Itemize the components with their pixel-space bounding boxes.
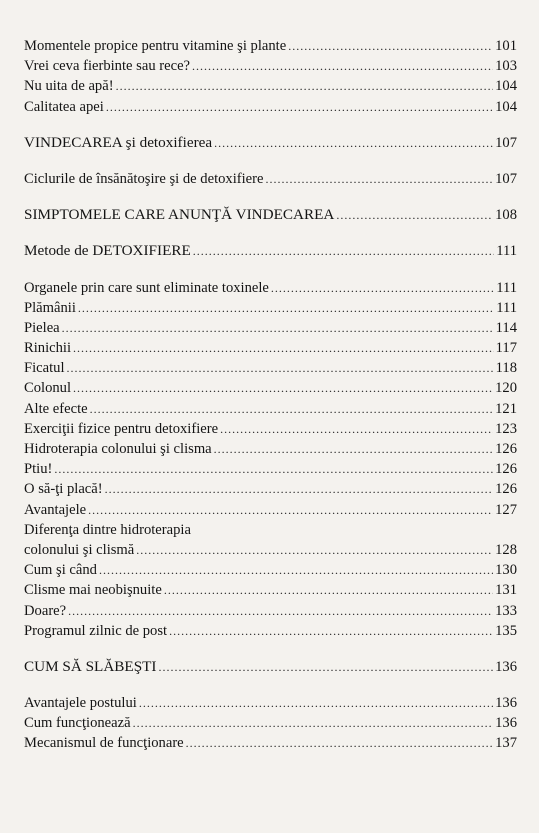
toc-entry: [24, 169, 517, 189]
toc-entry-title: Exerciţii fizice pentru detoxifiere: [24, 420, 219, 437]
toc-leader-dots: [106, 97, 493, 117]
toc-entry: [24, 399, 517, 419]
section-spacer: [24, 189, 517, 205]
toc-entry-title: Ciclurile de însănătoşire şi de detoxifiere: [24, 170, 264, 187]
toc-entry: [24, 338, 517, 358]
toc-entry-page: 111: [496, 299, 517, 316]
toc-entry-title: Momentele propice pentru vitamine şi plante: [24, 38, 287, 54]
toc-entry-page: 108: [495, 207, 517, 224]
toc-entry: [24, 318, 517, 338]
toc-entry-title: Avantajele: [24, 501, 87, 518]
toc-entry: [24, 459, 517, 479]
toc-leader-dots: [288, 36, 493, 56]
toc-entry-title: Pielea: [24, 319, 60, 336]
toc-entry: [24, 419, 517, 439]
toc-entry: [24, 621, 517, 641]
toc-entry-title: Plămânii: [24, 299, 76, 316]
toc-entry-page: 123: [495, 420, 517, 437]
toc-entry-page: 126: [495, 441, 517, 457]
toc-entry: [24, 540, 517, 560]
toc-entry: [24, 56, 517, 76]
toc-entry-page: 137: [495, 735, 517, 752]
toc-entry-page: 130: [495, 562, 517, 579]
toc-entry: [24, 693, 517, 713]
toc-entry-page: 114: [495, 319, 517, 336]
toc-leader-dots: [99, 560, 493, 580]
toc-leader-dots: [336, 205, 493, 225]
table-of-contents: [24, 36, 517, 754]
toc-entry-title: Avantajele postului: [24, 695, 137, 712]
toc-entry-title-line1: Diferenţa dintre hidroterapia: [24, 521, 191, 538]
toc-entry-page: 118: [495, 360, 517, 377]
toc-leader-dots: [169, 621, 493, 641]
toc-section-title: SIMPTOMELE CARE ANUNŢĂ VINDECAREA: [24, 206, 335, 224]
toc-entry-title: Cum funcţionează: [24, 715, 131, 732]
toc-entry-page: 121: [495, 400, 517, 417]
toc-entry-title: Colonul: [24, 380, 72, 397]
section-spacer: [24, 677, 517, 693]
section-spacer: [24, 262, 517, 278]
toc-leader-dots: [164, 580, 493, 600]
toc-entry-page: 127: [495, 501, 517, 518]
toc-leader-dots: [88, 500, 493, 520]
toc-entry: [24, 378, 517, 398]
toc-entry-title: Doare?: [24, 602, 67, 619]
toc-leader-dots: [193, 241, 494, 261]
toc-entry: [24, 713, 517, 733]
toc-entry-title: Clisme mai neobişnuite: [24, 582, 162, 599]
toc-leader-dots: [62, 318, 494, 338]
toc-section: [24, 657, 517, 677]
toc-leader-dots: [266, 169, 494, 189]
toc-entry-page: 107: [495, 170, 517, 187]
toc-entry-title: Vrei ceva fierbinte sau rece?: [24, 58, 191, 75]
toc-entry-page: 135: [495, 622, 517, 639]
toc-leader-dots: [192, 56, 493, 76]
toc-entry-page: 133: [495, 602, 517, 619]
toc-entry-page: 104: [495, 98, 517, 115]
toc-entry-page: 117: [495, 340, 517, 357]
toc-section: [24, 133, 517, 153]
toc-leader-dots: [67, 358, 494, 378]
toc-entry-page: 136: [495, 695, 517, 712]
toc-entry-page: 126: [495, 461, 517, 478]
toc-leader-dots: [116, 76, 494, 96]
toc-entry-page: 101: [495, 38, 517, 54]
toc-entry-page: 126: [495, 481, 517, 498]
toc-entry: [24, 358, 517, 378]
toc-leader-dots: [68, 601, 493, 621]
section-spacer: [24, 641, 517, 657]
toc-entry: [24, 298, 517, 318]
toc-entry-title: Calitatea apei: [24, 98, 104, 115]
toc-entry-page: 111: [496, 243, 517, 260]
toc-entry: [24, 733, 517, 753]
toc-leader-dots: [90, 399, 494, 419]
toc-entry: [24, 500, 517, 520]
toc-leader-dots: [78, 298, 494, 318]
toc-entry-page: 136: [495, 715, 517, 732]
toc-leader-dots: [73, 378, 493, 398]
toc-leader-dots: [136, 540, 493, 560]
toc-entry: [24, 97, 517, 117]
section-spacer: [24, 117, 517, 133]
toc-entry-page: 103: [495, 58, 517, 75]
toc-entry-title: Hidroterapia colonului şi clisma: [24, 441, 212, 457]
toc-entry-title: Organele prin care sunt eliminate toxinele: [24, 279, 269, 296]
toc-leader-dots: [214, 439, 493, 459]
toc-entry-title: Ficatul: [24, 360, 65, 377]
toc-entry-page: 128: [495, 541, 517, 558]
toc-entry-page: 120: [495, 380, 517, 397]
toc-entry-title: Rinichii: [24, 340, 72, 357]
toc-entry-title-line2: colonului şi clismă: [24, 541, 135, 558]
toc-entry-page: 131: [495, 582, 517, 599]
toc-entry-page: 104: [495, 78, 517, 95]
toc-entry-title: O să-ţi placă!: [24, 481, 103, 498]
toc-entry-title: Mecanismul de funcţionare: [24, 735, 184, 752]
toc-leader-dots: [186, 733, 493, 753]
toc-entry: [24, 278, 517, 298]
toc-entry-title: Nu uita de apă!: [24, 78, 114, 95]
toc-leader-dots: [214, 133, 493, 153]
section-spacer: [24, 225, 517, 241]
toc-leader-dots: [139, 693, 493, 713]
toc-entry: [24, 580, 517, 600]
toc-entry: [24, 479, 517, 499]
toc-leader-dots: [159, 657, 494, 677]
toc-section-title: VINDECAREA şi detoxifierea: [24, 133, 213, 151]
toc-leader-dots: [271, 278, 494, 298]
toc-leader-dots: [54, 459, 493, 479]
toc-entry: [24, 439, 517, 459]
toc-section-title: CUM SĂ SLĂBEŞTI: [24, 657, 157, 675]
toc-entry-title: Alte efecte: [24, 400, 88, 417]
toc-entry-page: 111: [496, 279, 517, 296]
toc-entry: [24, 76, 517, 96]
toc-entry-title: Cum şi când: [24, 562, 97, 579]
toc-entry-title: Programul zilnic de post: [24, 622, 168, 639]
toc-entry-page: 136: [495, 658, 517, 675]
toc-entry-title: Ptiu!: [24, 461, 53, 478]
toc-entry: [24, 560, 517, 580]
toc-leader-dots: [220, 419, 493, 439]
toc-entry: [24, 36, 517, 56]
toc-leader-dots: [105, 479, 494, 499]
toc-entry-page: 107: [495, 134, 517, 151]
toc-section: [24, 205, 517, 225]
toc-leader-dots: [133, 713, 494, 733]
toc-section-title: Metode de DETOXIFIERE: [24, 242, 191, 260]
toc-entry: [24, 601, 517, 621]
section-spacer: [24, 153, 517, 169]
toc-section: [24, 241, 517, 261]
toc-leader-dots: [73, 338, 494, 358]
